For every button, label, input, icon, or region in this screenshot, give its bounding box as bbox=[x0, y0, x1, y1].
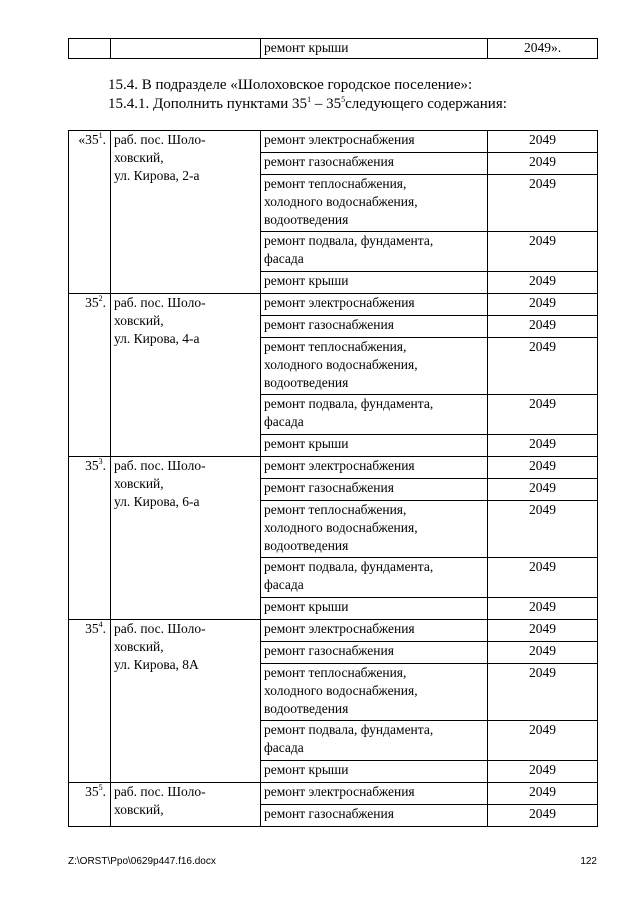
work-type-line: ремонт газоснабжения bbox=[264, 806, 394, 821]
instruction-paragraph: 15.4.1. Дополнить пунктами $35^1$ – $35^5следующего$ содержания: bbox=[108, 95, 507, 112]
address-line: ул. Кирова, 4-а bbox=[114, 331, 200, 346]
year-cell: 2049 bbox=[488, 175, 598, 232]
section-paragraph: 15.4. В подразделе «Шолоховское городское поселение»: bbox=[108, 77, 473, 93]
work-type-cell bbox=[261, 620, 488, 642]
work-type-line: ремонт крыши bbox=[264, 436, 349, 451]
work-type-cell bbox=[261, 721, 488, 761]
address-cell bbox=[111, 783, 261, 827]
address-cell bbox=[111, 457, 261, 620]
item-number-cell: «$35^1$. bbox=[69, 131, 111, 294]
work-type-cell bbox=[261, 783, 488, 805]
year-cell: 2049 bbox=[488, 721, 598, 761]
address-cell bbox=[111, 294, 261, 457]
work-type-line: ремонт подвала, фундамента, bbox=[264, 722, 434, 737]
address-line: раб. пос. Шоло- bbox=[114, 132, 206, 147]
year-cell: 2049 bbox=[488, 457, 598, 479]
year-cell: 2049 bbox=[488, 664, 598, 721]
work-type-line: фасада bbox=[264, 577, 304, 592]
table-row bbox=[69, 783, 598, 805]
work-type-cell bbox=[261, 457, 488, 479]
work-type-line: ремонт крыши bbox=[264, 273, 349, 288]
year-cell: 2049 bbox=[488, 131, 598, 153]
footer-file-path: Z:\ORST\Ppo\0629p447.f16.docx bbox=[68, 856, 216, 867]
year-cell: 2049 bbox=[488, 558, 598, 598]
work-type-line: фасада bbox=[264, 740, 304, 755]
year-cell: 2049 bbox=[488, 232, 598, 272]
work-type-line: ремонт газоснабжения bbox=[264, 154, 394, 169]
table-row bbox=[69, 457, 598, 479]
work-type-line: водоотведения bbox=[264, 538, 349, 553]
work-type-line: ремонт теплоснабжения, bbox=[264, 502, 407, 517]
work-type-line: ремонт подвала, фундамента, bbox=[264, 559, 434, 574]
year-cell: 2049 bbox=[488, 479, 598, 501]
table-row bbox=[69, 620, 598, 642]
work-type-line: ремонт теплоснабжения, bbox=[264, 665, 407, 680]
year-cell: 2049 bbox=[488, 316, 598, 338]
table-row bbox=[69, 39, 598, 59]
work-type-line: ремонт подвала, фундамента, bbox=[264, 233, 434, 248]
work-type-cell bbox=[261, 232, 488, 272]
number-cell bbox=[69, 39, 111, 59]
address-line: ул. Кирова, 2-а bbox=[114, 168, 200, 183]
work-type-cell bbox=[261, 272, 488, 294]
work-type-cell bbox=[261, 395, 488, 435]
year-cell: 2049 bbox=[488, 620, 598, 642]
item-number-cell: $35^3$. bbox=[69, 457, 111, 620]
work-type-line: фасада bbox=[264, 414, 304, 429]
work-type-line: ремонт газоснабжения bbox=[264, 480, 394, 495]
address-line: ховский, bbox=[114, 313, 164, 328]
work-type-line: водоотведения bbox=[264, 375, 349, 390]
year-cell: 2049 bbox=[488, 294, 598, 316]
repair-schedule-table bbox=[68, 130, 598, 827]
address-line: раб. пос. Шоло- bbox=[114, 784, 206, 799]
work-type-line: водоотведения bbox=[264, 701, 349, 716]
work-type-line: ремонт газоснабжения bbox=[264, 317, 394, 332]
year-cell: 2049 bbox=[488, 783, 598, 805]
address-line: раб. пос. Шоло- bbox=[114, 295, 206, 310]
year-cell: 2049 bbox=[488, 598, 598, 620]
work-type-line: холодного водоснабжения, bbox=[264, 357, 418, 372]
work-type-cell bbox=[261, 664, 488, 721]
address-line: ул. Кирова, 8А bbox=[114, 657, 199, 672]
work-type-line: ремонт газоснабжения bbox=[264, 643, 394, 658]
item-number-cell: $35^5$. bbox=[69, 783, 111, 827]
address-line: ховский, bbox=[114, 476, 164, 491]
continuation-table bbox=[68, 38, 598, 59]
work-type-line: фасада bbox=[264, 251, 304, 266]
work-type-cell bbox=[261, 175, 488, 232]
address-line: ховский, bbox=[114, 150, 164, 165]
work-type-cell bbox=[261, 642, 488, 664]
table-row bbox=[69, 131, 598, 153]
item-number-cell: $35^4$. bbox=[69, 620, 111, 783]
work-type-line: ремонт теплоснабжения, bbox=[264, 176, 407, 191]
work-type-line: ремонт крыши bbox=[264, 762, 349, 777]
work-type-line: холодного водоснабжения, bbox=[264, 683, 418, 698]
work-type-line: ремонт подвала, фундамента, bbox=[264, 396, 434, 411]
work-type-line: ремонт электроснабжения bbox=[264, 295, 415, 310]
work-type-line: холодного водоснабжения, bbox=[264, 520, 418, 535]
work-type-cell bbox=[261, 316, 488, 338]
work-type-line: водоотведения bbox=[264, 212, 349, 227]
work-cell: ремонт крыши bbox=[261, 39, 488, 59]
year-cell: 2049». bbox=[488, 39, 598, 59]
address-line: раб. пос. Шоло- bbox=[114, 621, 206, 636]
work-type-cell bbox=[261, 598, 488, 620]
year-cell: 2049 bbox=[488, 338, 598, 395]
address-cell bbox=[111, 620, 261, 783]
year-cell: 2049 bbox=[488, 153, 598, 175]
year-cell: 2049 bbox=[488, 395, 598, 435]
page-number: 122 bbox=[580, 856, 597, 867]
work-type-cell bbox=[261, 501, 488, 558]
year-cell: 2049 bbox=[488, 501, 598, 558]
work-type-cell bbox=[261, 338, 488, 395]
work-type-line: холодного водоснабжения, bbox=[264, 194, 418, 209]
address-cell bbox=[111, 131, 261, 294]
work-type-cell bbox=[261, 435, 488, 457]
year-cell: 2049 bbox=[488, 805, 598, 827]
work-type-cell bbox=[261, 153, 488, 175]
item-number-cell: $35^2$. bbox=[69, 294, 111, 457]
table-row bbox=[69, 294, 598, 316]
work-type-line: ремонт электроснабжения bbox=[264, 621, 415, 636]
year-cell: 2049 bbox=[488, 435, 598, 457]
address-line: раб. пос. Шоло- bbox=[114, 458, 206, 473]
year-cell: 2049 bbox=[488, 761, 598, 783]
work-type-cell bbox=[261, 558, 488, 598]
address-line: ул. Кирова, 6-а bbox=[114, 494, 200, 509]
work-type-line: ремонт электроснабжения bbox=[264, 784, 415, 799]
year-cell: 2049 bbox=[488, 642, 598, 664]
work-type-line: ремонт крыши bbox=[264, 599, 349, 614]
work-type-line: ремонт электроснабжения bbox=[264, 458, 415, 473]
work-type-cell bbox=[261, 479, 488, 501]
work-type-cell bbox=[261, 761, 488, 783]
address-line: ховский, bbox=[114, 802, 164, 817]
work-type-cell bbox=[261, 294, 488, 316]
address-line: ховский, bbox=[114, 639, 164, 654]
address-cell bbox=[111, 39, 261, 59]
work-type-cell bbox=[261, 805, 488, 827]
year-cell: 2049 bbox=[488, 272, 598, 294]
work-type-line: ремонт теплоснабжения, bbox=[264, 339, 407, 354]
work-type-line: ремонт электроснабжения bbox=[264, 132, 415, 147]
work-type-cell bbox=[261, 131, 488, 153]
